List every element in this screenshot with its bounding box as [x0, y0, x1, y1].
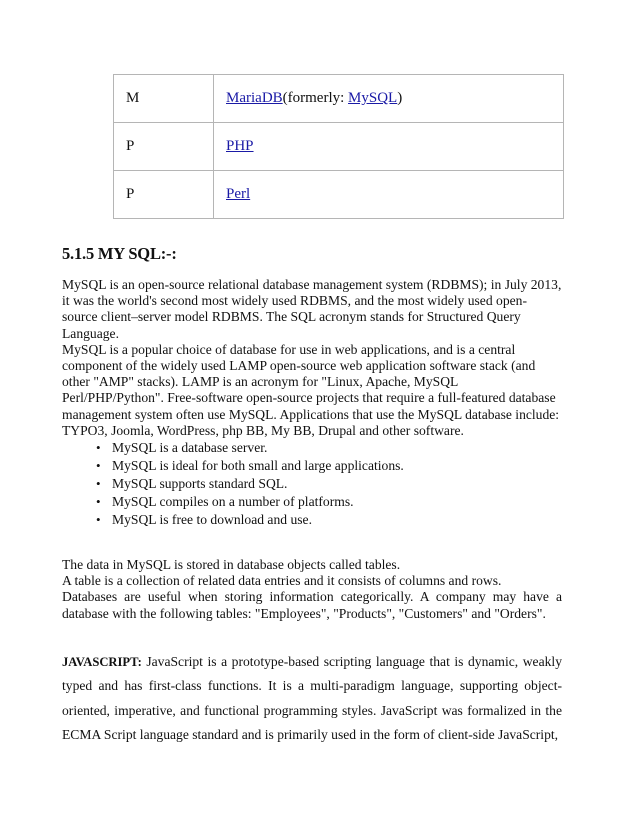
mysql-section — [62, 277, 562, 529]
tables-line-1: The data in MySQL is stored in database objects called tables. — [62, 557, 401, 572]
table-cell-letter: P — [114, 171, 214, 219]
table-cell-value — [214, 123, 564, 171]
table-cell-value — [214, 171, 564, 219]
closing-paren: ) — [397, 90, 403, 106]
list-item: • MySQL compiles on a number of platforms. — [112, 493, 562, 511]
mysql-link[interactable]: MySQL — [348, 90, 398, 106]
table-cell-value — [214, 75, 564, 123]
lamp-stack-table — [113, 74, 564, 219]
mysql-intro-paragraph: MySQL is an open-source relational database management system (RDBMS); in July 2013, it was the world's second most widely used RDBMS, and the most widely used open-source client–server model RDBMS. The SQL acronym stands for Structured Query Language. — [62, 277, 562, 341]
list-item: • MySQL is free to download and use. — [112, 511, 562, 529]
section-heading: 5.1.5 MY SQL:-: — [62, 244, 177, 263]
formerly-text: (formerly: — [282, 90, 349, 106]
list-item: • MySQL is ideal for both small and large applications. — [112, 457, 562, 475]
mariadb-link[interactable]: MariaDB — [226, 90, 283, 106]
javascript-section — [62, 650, 562, 747]
mysql-feature-list — [62, 439, 562, 529]
list-item: • MySQL is a database server. — [112, 439, 562, 457]
table-row — [114, 75, 564, 123]
perl-link[interactable]: Perl — [226, 186, 251, 202]
table-cell-letter: P — [114, 123, 214, 171]
mysql-usage-paragraph: MySQL is a popular choice of database for use in web applications, and is a central component of the widely used LAMP open-source web application software stack (and other "AMP" stacks). LAMP is an acronym for "Linux, Apache, MySQL Perl/PHP/Python". Free-software open-source projects that require a full-featured database management system often use MySQL. Applications that use the MySQL database include: TYPO3, Joomla, WordPress, php BB, My BB, Drupal and other software. — [62, 341, 560, 438]
javascript-paragraph: JavaScript is a prototype-based scripting language that is dynamic, weakly typed and has first-class functions. It is a multi-paradigm language, supporting object-oriented, imperative, and functional programming styles. JavaScript was formalized in the ECMA Script language standard and is primarily used in the form of client-side JavaScript, — [62, 654, 562, 742]
tables-line-3: Databases are useful when storing information categorically. A company may have a database with the following tables: "Employees", "Products", "Customers" and "Orders". — [62, 589, 562, 621]
table-cell-letter: M — [114, 75, 214, 123]
php-link[interactable]: PHP — [226, 138, 254, 154]
tables-line-2: A table is a collection of related data entries and it consists of columns and rows. — [62, 573, 502, 589]
list-item: • MySQL supports standard SQL. — [112, 475, 562, 493]
tables-section — [62, 557, 562, 622]
javascript-label: JAVASCRIPT: — [62, 655, 142, 669]
table-row — [114, 171, 564, 219]
table-row — [114, 123, 564, 171]
